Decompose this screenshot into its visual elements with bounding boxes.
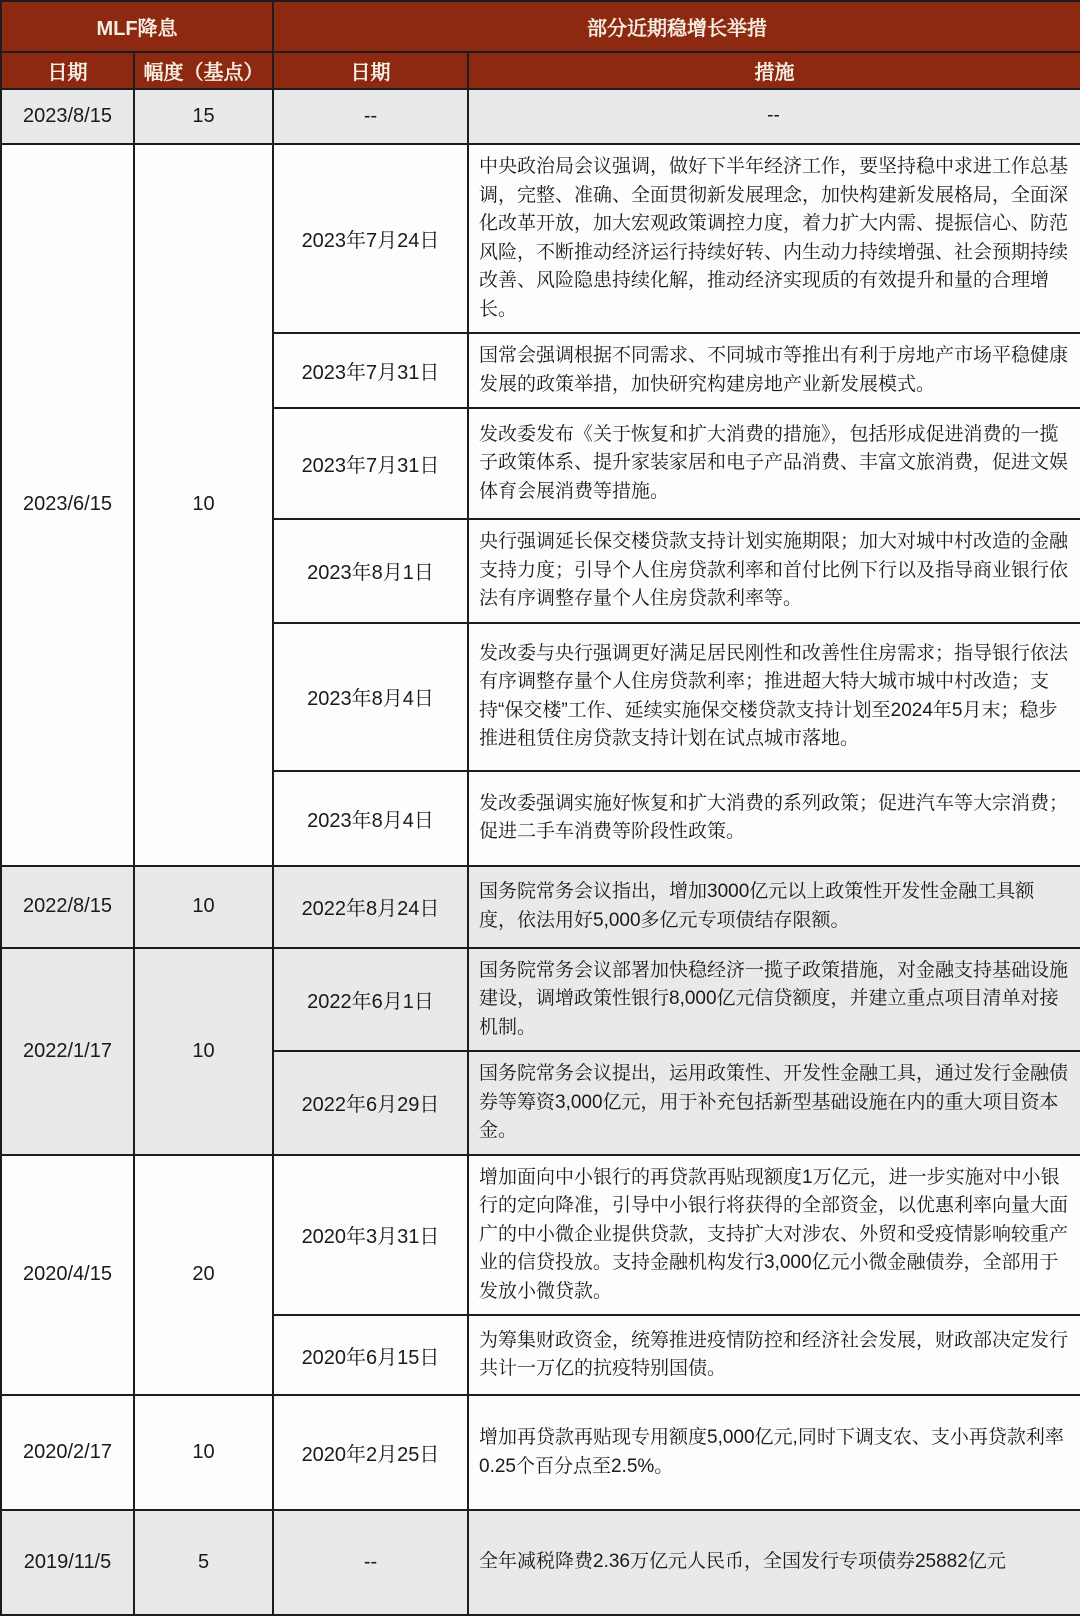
table-row — [1, 1510, 1080, 1615]
header-columns-row — [1, 52, 1080, 89]
measure-text-cell: 发改委强调实施好恢复和扩大消费的系列政策；促进汽车等大宗消费；促进二手车消费等阶段性政策。 — [468, 771, 1080, 866]
measure-date-cell: -- — [273, 1510, 468, 1615]
table-row — [1, 866, 1080, 948]
policy-table-body — [1, 89, 1080, 1615]
measure-date-cell: 2023年8月1日 — [273, 519, 468, 623]
table-row — [1, 948, 1080, 1052]
mlf-date-cell: 2022/1/17 — [1, 948, 134, 1155]
cut-bp-cell: 10 — [134, 948, 273, 1155]
measure-date-cell: 2022年6月29日 — [273, 1051, 468, 1155]
measure-text-cell: 央行强调延长保交楼贷款支持计划实施期限；加大对城中村改造的金融支持力度；引导个人住房贷款利率和首付比例下行以及指导商业银行依法有序调整存量个人住房贷款利率等。 — [468, 519, 1080, 623]
measure-text-cell: 国务院常务会议指出，增加3000亿元以上政策性开发性金融工具额度，依法用好5,000多亿元专项债结存限额。 — [468, 866, 1080, 948]
measure-date-cell: 2022年8月24日 — [273, 866, 468, 948]
measure-text-cell: 发改委与央行强调更好满足居民刚性和改善性住房需求；指导银行依法有序调整存量个人住房贷款利率；推进超大特大城市城中村改造；支持“保交楼”工作、延续实施保交楼贷款支持计划至2024年5月末；稳步推进租赁住房贷款支持计划在试点城市落地。 — [468, 623, 1080, 771]
measure-text-cell: 国常会强调根据不同需求、不同城市等推出有利于房地产市场平稳健康发展的政策举措，加快研究构建房地产业新发展模式。 — [468, 333, 1080, 408]
mlf-date-cell: 2023/8/15 — [1, 89, 134, 144]
measure-text-cell: 增加再贷款再贴现专用额度5,000亿元,同时下调支农、支小再贷款利率0.25个百分点至2.5%。 — [468, 1395, 1080, 1510]
header-mlf-group: MLF降息 — [1, 1, 273, 52]
cut-bp-cell: 20 — [134, 1155, 273, 1396]
cut-bp-cell: 10 — [134, 144, 273, 866]
header-group-row — [1, 1, 1080, 52]
mlf-date-cell: 2020/2/17 — [1, 1395, 134, 1510]
table-row — [1, 1155, 1080, 1316]
cut-bp-cell: 15 — [134, 89, 273, 144]
measure-text-cell: 国务院常务会议部署加快稳经济一揽子政策措施，对金融支持基础设施建设，调增政策性银行8,000亿元信贷额度，并建立重点项目清单对接机制。 — [468, 948, 1080, 1052]
measure-date-cell: 2020年3月31日 — [273, 1155, 468, 1316]
table-row — [1, 144, 1080, 333]
col-header-measure-date: 日期 — [273, 52, 468, 89]
measure-text-cell: 全年减税降费2.36万亿元人民币，全国发行专项债券25882亿元 — [468, 1510, 1080, 1615]
table-row — [1, 1395, 1080, 1510]
measure-date-cell: 2023年7月24日 — [273, 144, 468, 333]
col-header-cut-bp: 幅度（基点） — [134, 52, 273, 89]
policy-table-header — [1, 1, 1080, 89]
measure-text-cell: 发改委发布《关于恢复和扩大消费的措施》，包括形成促进消费的一揽子政策体系、提升家装家居和电子产品消费、丰富文旅消费，促进文娱体育会展消费等措施。 — [468, 408, 1080, 519]
measure-text-cell: 为筹集财政资金，统筹推进疫情防控和经济社会发展，财政部决定发行共计一万亿的抗疫特别国债。 — [468, 1315, 1080, 1395]
measure-date-cell: 2020年6月15日 — [273, 1315, 468, 1395]
measure-date-cell: -- — [273, 89, 468, 144]
col-header-measure-text: 措施 — [468, 52, 1080, 89]
header-measures-group: 部分近期稳增长举措 — [273, 1, 1080, 52]
cut-bp-cell: 5 — [134, 1510, 273, 1615]
measure-date-cell: 2023年8月4日 — [273, 771, 468, 866]
measure-text-cell: -- — [468, 89, 1080, 144]
mlf-date-cell: 2023/6/15 — [1, 144, 134, 866]
measure-text-cell: 国务院常务会议提出，运用政策性、开发性金融工具，通过发行金融债券等筹资3,000亿元，用于补充包括新型基础设施在内的重大项目资本金。 — [468, 1051, 1080, 1155]
mlf-date-cell: 2020/4/15 — [1, 1155, 134, 1396]
table-row — [1, 89, 1080, 144]
measure-date-cell: 2023年7月31日 — [273, 408, 468, 519]
cut-bp-cell: 10 — [134, 866, 273, 948]
cut-bp-cell: 10 — [134, 1395, 273, 1510]
mlf-date-cell: 2022/8/15 — [1, 866, 134, 948]
measure-date-cell: 2020年2月25日 — [273, 1395, 468, 1510]
measure-date-cell: 2023年7月31日 — [273, 333, 468, 408]
measure-text-cell: 增加面向中小银行的再贷款再贴现额度1万亿元，进一步实施对中小银行的定向降准，引导中小银行将获得的全部资金，以优惠利率向量大面广的中小微企业提供贷款，支持扩大对涉农、外贸和受疫情影响较重产业的信贷投放。支持金融机构发行3,000亿元小微金融债券，全部用于发放小微贷款。 — [468, 1155, 1080, 1316]
measure-date-cell: 2022年6月1日 — [273, 948, 468, 1052]
col-header-mlf-date: 日期 — [1, 52, 134, 89]
measure-date-cell: 2023年8月4日 — [273, 623, 468, 771]
mlf-date-cell: 2019/11/5 — [1, 1510, 134, 1615]
measure-text-cell: 中央政治局会议强调，做好下半年经济工作，要坚持稳中求进工作总基调，完整、准确、全面贯彻新发展理念，加快构建新发展格局，全面深化改革开放，加大宏观政策调控力度，着力扩大内需、提振信心、防范风险，不断推动经济运行持续好转、内生动力持续增强、社会预期持续改善、风险隐患持续化解，推动经济实现质的有效提升和量的合理增长。 — [468, 144, 1080, 333]
